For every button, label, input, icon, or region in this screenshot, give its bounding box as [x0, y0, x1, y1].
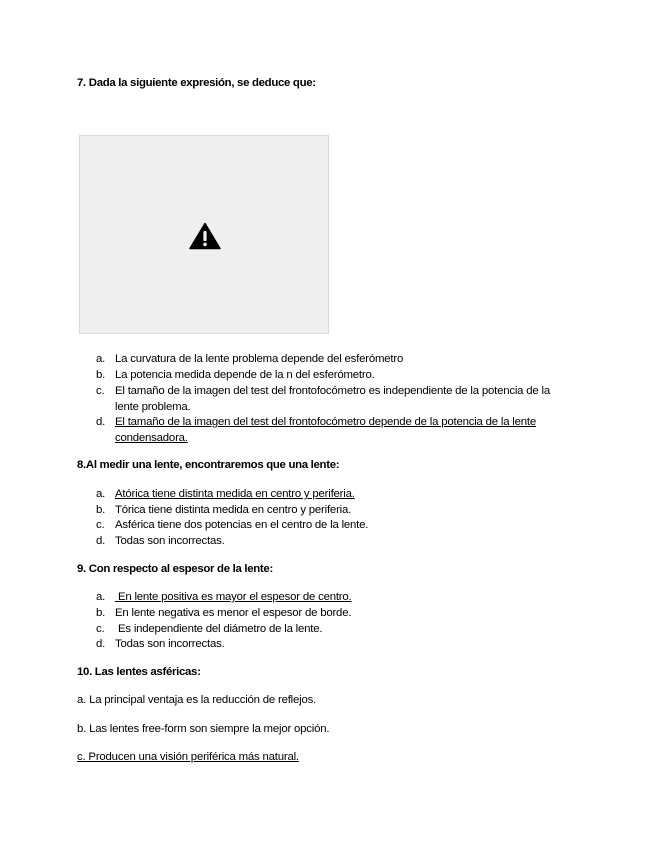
option-text: Todas son incorrectas. — [115, 638, 225, 650]
question-8-heading: 8.Al medir una lente, encontraremos que una lente: — [77, 459, 340, 471]
option-text: Asférica tiene dos potencias en el centro de la lente. — [115, 519, 369, 531]
option-label: c. — [96, 385, 105, 397]
answer-option-correct: c. Producen una visión periférica más natural. — [77, 751, 299, 763]
option-label: a. — [96, 591, 106, 603]
option-label: d. — [96, 638, 106, 650]
option-text: El tamaño de la imagen del test del frontofocómetro es independiente de la potencia de la lente problema. — [115, 385, 550, 413]
answer-option: b. Las lentes free-form son siempre la mejor opción. — [77, 723, 330, 735]
option-label: c. — [96, 519, 105, 531]
option-text: Todas son incorrectas. — [115, 535, 225, 547]
option-label: b. — [96, 607, 106, 619]
question-7-heading: 7. Dada la siguiente expresión, se deduce que: — [77, 77, 316, 89]
option-label: d. — [96, 535, 106, 547]
option-text: En lente negativa es menor el espesor de borde. — [115, 607, 352, 619]
option-text: Es independiente del diámetro de la lente. — [115, 623, 323, 635]
option-label: b. — [96, 504, 106, 516]
option-text: La potencia medida depende de la n del esferómetro. — [115, 369, 375, 381]
question-9-heading: 9. Con respecto al espesor de la lente: — [77, 563, 273, 575]
option-label: b. — [96, 369, 106, 381]
question-10-heading: 10. Las lentes asféricas: — [77, 666, 201, 678]
option-text: La curvatura de la lente problema depende del esferómetro — [115, 353, 404, 365]
warning-icon — [189, 222, 221, 250]
option-label: c. — [96, 623, 105, 635]
option-label: a. — [96, 353, 106, 365]
option-text: Tórica tiene distinta medida en centro y periferia. — [115, 504, 352, 516]
answer-option: a. La principal ventaja es la reducción de reflejos. — [77, 694, 317, 706]
option-text-correct: El tamaño de la imagen del test del frontofocómetro depende de la potencia de la lente condensadora. — [115, 416, 537, 444]
option-text-correct: En lente positiva es mayor el espesor de centro. — [115, 591, 352, 603]
option-label: d. — [96, 416, 106, 428]
option-label: a. — [96, 488, 106, 500]
option-text-correct: Atórica tiene distinta medida en centro y periferia. — [115, 488, 355, 500]
